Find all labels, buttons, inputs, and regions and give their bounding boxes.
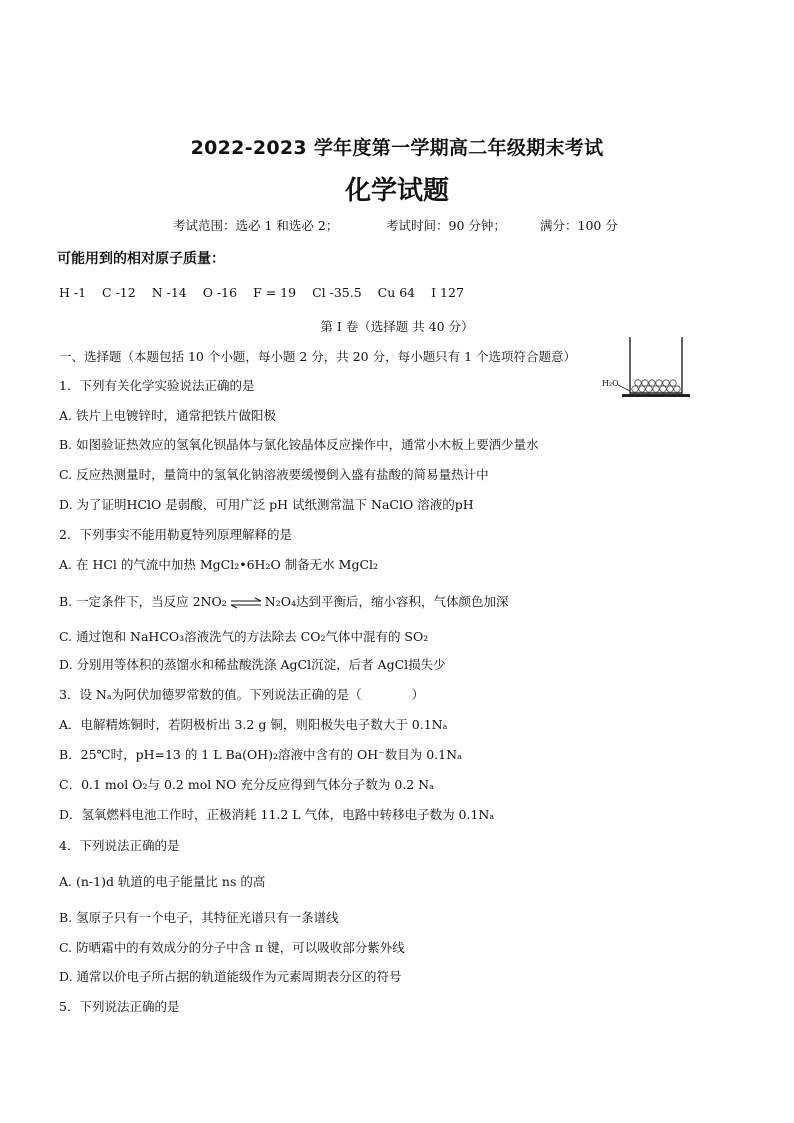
question-2-option-b-pre: B. 一定条件下，当反应 2NO₂	[59, 594, 227, 609]
atomic-mass-h: H -1	[59, 285, 87, 300]
equilibrium-arrow-icon	[229, 597, 263, 609]
exam-scope: 考试范围：选必 1 和选必 2；	[173, 218, 339, 233]
question-1-option-d: D. 为了证明HClO 是弱酸，可用广泛 pH 试纸测常温下 NaClO 溶液的pH	[59, 497, 474, 512]
question-2-option-d: D. 分别用等体积的蒸馏水和稀盐酸洗涤 AgCl沉淀，后者 AgCl损失少	[59, 657, 446, 672]
question-1-option-b: B. 如图验证热效应的氢氧化钡晶体与氯化铵晶体反应操作中，通常小木板上要洒少量水	[59, 437, 539, 452]
atomic-mass-f: F = 19	[253, 285, 297, 300]
subject-title: 化学试题	[344, 176, 449, 206]
atomic-mass-c: C -12	[102, 285, 136, 300]
atomic-mass-n: N -14	[151, 285, 187, 300]
question-3-stem: 3．设 Nₐ为阿伏加德罗常数的值。下列说法正确的是（ ）	[59, 687, 425, 702]
part-one-title: 第 I 卷（选择题 共 40 分）	[320, 319, 474, 334]
question-2-option-c: C. 通过饱和 NaHCO₃溶液洗气的方法除去 CO₂气体中混有的 SO₂	[59, 629, 429, 644]
question-4-option-c: C. 防晒霜中的有效成分的分子中含 π 键，可以吸收部分紫外线	[59, 940, 405, 955]
exam-title: 2022-2023 学年度第一学期高二年级期末考试	[190, 137, 604, 159]
question-2-stem: 2．下列事实不能用勒夏特列原理解释的是	[59, 527, 292, 542]
water-label: H₂O	[602, 379, 619, 388]
exam-score: 满分：100 分	[540, 218, 618, 233]
question-1-option-c: C. 反应热测量时，量筒中的氢氧化钠溶液要缓慢倒入盛有盐酸的简易量热计中	[59, 467, 489, 482]
question-4-option-b: B. 氢原子只有一个电子，其特征光谱只有一条谱线	[59, 910, 339, 925]
question-3-option-a: A．电解精炼铜时，若阴极析出 3.2 g 铜，则阳极失电子数大于 0.1Nₐ	[59, 717, 448, 732]
atomic-mass-i: I 127	[431, 285, 464, 300]
question-2-option-b	[59, 592, 508, 610]
atomic-mass-o: O -16	[202, 285, 238, 300]
beaker-figure	[600, 333, 690, 403]
question-3-option-d: D．氢氧燃料电池工作时，正极消耗 11.2 L 气体，电路中转移电子数为 0.1Nₐ	[59, 807, 495, 822]
question-2-option-a: A. 在 HCl 的气流中加热 MgCl₂•6H₂O 制备无水 MgCl₂	[59, 557, 379, 572]
section-instruction: 一、选择题（本题包括 10 个小题，每小题 2 分，共 20 分，每小题只有 1 个选项符合题意）	[59, 349, 577, 364]
atomic-mass-list	[59, 285, 476, 300]
question-4-stem: 4．下列说法正确的是	[59, 838, 180, 853]
question-4-option-d: D. 通常以价电子所占据的轨道能级作为元素周期表分区的符号	[59, 969, 402, 984]
question-3-option-c: C．0.1 mol O₂与 0.2 mol NO 充分反应得到气体分子数为 0.2 Nₐ	[59, 777, 434, 792]
exam-time: 考试时间：90 分钟；	[386, 218, 506, 233]
question-3-option-b: B．25℃时，pH=13 的 1 L Ba(OH)₂溶液中含有的 OH⁻数目为 0.1Nₐ	[59, 747, 462, 762]
atomic-mass-cu: Cu 64	[377, 285, 416, 300]
atomic-mass-cl: Cl -35.5	[312, 285, 362, 300]
question-5-stem: 5．下列说法正确的是	[59, 999, 180, 1014]
question-2-option-b-post: N₂O₄达到平衡后，缩小容积，气体颜色加深	[264, 594, 509, 609]
atomic-mass-heading: 可能用到的相对原子质量：	[57, 251, 225, 267]
question-1-stem: 1．下列有关化学实验说法正确的是	[59, 378, 255, 393]
question-1-option-a: A. 铁片上电镀锌时，通常把铁片做阳极	[59, 408, 276, 423]
question-4-option-a: A. (n-1)d 轨道的电子能量比 ns 的高	[59, 874, 266, 889]
